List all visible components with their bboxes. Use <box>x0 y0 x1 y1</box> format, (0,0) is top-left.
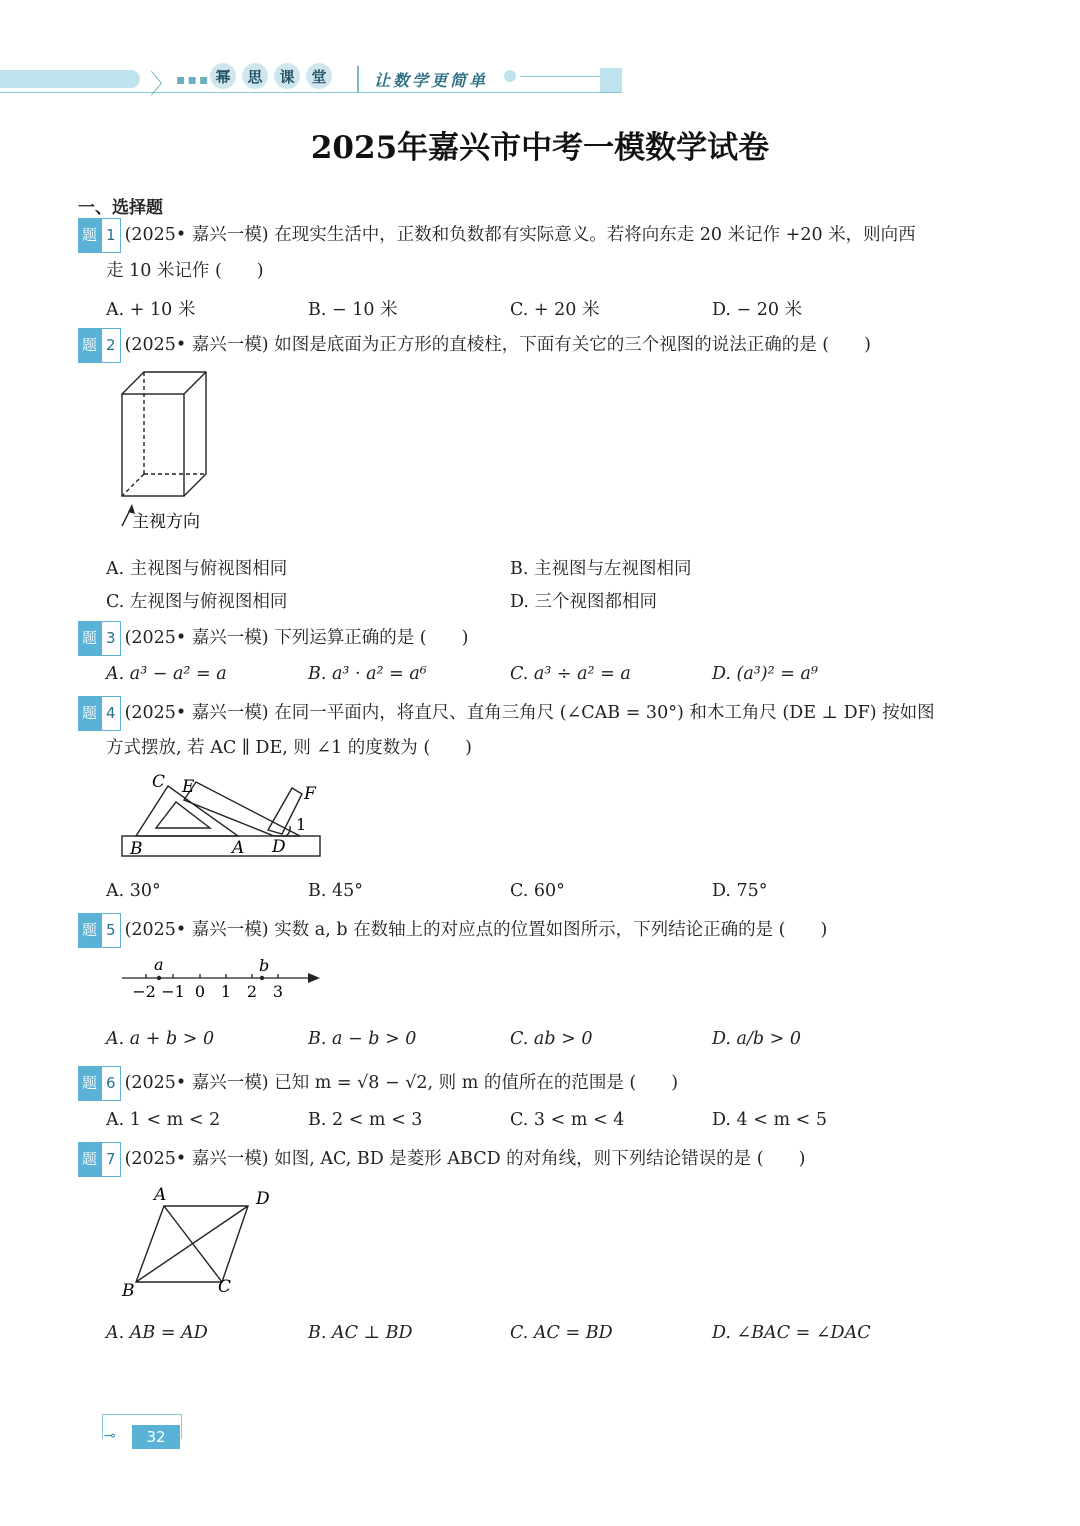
question-3 <box>78 621 958 656</box>
tag-label: 题 <box>78 1142 101 1177</box>
question-text: (2025• 嘉兴一模) 已知 m = √8 − √2, 则 m 的值所在的范围是 ( ) <box>124 1073 679 1093</box>
option-d: D. (a³)² = a⁹ <box>712 664 818 684</box>
header-dot <box>504 70 516 82</box>
question-number: 3 <box>101 621 121 656</box>
brand-char: 幂 <box>210 63 236 89</box>
option-b: B. a − b > 0 <box>308 1029 417 1049</box>
label-b: B <box>122 1281 135 1301</box>
ruler-figure <box>110 768 330 864</box>
question-text: (2025• 嘉兴一模) 如图, AC, BD 是菱形 ABCD 的对角线，则下列结论错误的是 ( ) <box>124 1149 806 1169</box>
tag-label: 题 <box>78 913 101 948</box>
prism-figure <box>110 366 230 536</box>
option-c: C. AC = BD <box>510 1323 613 1343</box>
plug-icon: ⊸ <box>104 1428 116 1444</box>
option-c: C. 3 < m < 4 <box>510 1110 625 1130</box>
option-c: C. ab > 0 <box>510 1029 593 1049</box>
tick-label: −1 <box>161 982 185 1001</box>
page-title: 2025年嘉兴市中考一模数学试卷 <box>310 130 770 166</box>
option-a: A. + 10 米 <box>106 300 196 320</box>
chevron-right-icon: 〉 <box>150 70 177 100</box>
question-tag <box>78 328 121 363</box>
brand-char: 堂 <box>306 63 332 89</box>
option-d: D. 三个视图都相同 <box>510 592 658 612</box>
question-text: (2025• 嘉兴一模) 下列运算正确的是 ( ) <box>124 628 469 648</box>
question-tag <box>78 218 121 253</box>
label-b: B <box>130 839 143 859</box>
question-5 <box>78 913 958 948</box>
question-4 <box>78 696 958 731</box>
label-d: D <box>256 1189 270 1209</box>
point-b-label: b <box>259 956 270 975</box>
label-f: F <box>304 784 316 804</box>
tick-label: 3 <box>272 982 284 1001</box>
option-b: B. − 10 米 <box>308 300 398 320</box>
option-d: D. a/b > 0 <box>712 1029 801 1049</box>
question-tag <box>78 1066 121 1101</box>
tick-label: 1 <box>220 982 232 1001</box>
option-b: B. 2 < m < 3 <box>308 1110 423 1130</box>
option-d: D. 75° <box>712 881 768 901</box>
label-d: D <box>272 837 286 857</box>
label-angle-1: 1 <box>296 815 307 834</box>
option-b: B. a³ · a² = a⁶ <box>308 664 427 684</box>
option-b: B. 主视图与左视图相同 <box>510 559 692 579</box>
option-a: A. 主视图与俯视图相同 <box>106 559 288 579</box>
option-d: D. − 20 米 <box>712 300 803 320</box>
tick-label: 0 <box>194 982 206 1001</box>
tick-label: −2 <box>132 982 156 1001</box>
header-rule <box>520 76 600 77</box>
label-e: E <box>182 777 195 797</box>
label-a: A <box>154 1185 167 1205</box>
label-c: C <box>152 772 166 792</box>
question-1 <box>78 218 958 253</box>
tick-label: 2 <box>246 982 258 1001</box>
brand-char: 思 <box>242 63 268 89</box>
option-c: C. 左视图与俯视图相同 <box>106 592 288 612</box>
option-c: C. + 20 米 <box>510 300 600 320</box>
question-tag <box>78 621 121 656</box>
brand-logo <box>210 63 332 89</box>
header-square <box>600 68 622 92</box>
question-text: (2025• 嘉兴一模) 在现实生活中，正数和负数都有实际意义。若将向东走 20 米记作 +20 米，则向西 <box>124 225 916 245</box>
option-a: A. 1 < m < 2 <box>106 1110 221 1130</box>
option-c: C. a³ ÷ a² = a <box>510 664 631 684</box>
slogan: 让数学更简单 <box>374 71 489 90</box>
question-number: 7 <box>101 1142 121 1177</box>
option-b: B. AC ⊥ BD <box>308 1323 413 1343</box>
question-text: (2025• 嘉兴一模) 实数 a, b 在数轴上的对应点的位置如图所示，下列结论正确的是 ( ) <box>124 920 828 940</box>
option-d: D. ∠BAC = ∠DAC <box>712 1323 871 1343</box>
question-tag <box>78 913 121 948</box>
option-a: A. AB = AD <box>106 1323 208 1343</box>
question-tag <box>78 1142 121 1177</box>
tag-label: 题 <box>78 621 101 656</box>
brand-char: 课 <box>274 63 300 89</box>
option-a: A. a + b > 0 <box>106 1029 215 1049</box>
tag-label: 题 <box>78 1066 101 1101</box>
option-a: A. a³ − a² = a <box>106 664 227 684</box>
question-number: 2 <box>101 328 121 363</box>
page-number: 32 <box>132 1425 180 1449</box>
point-a-label: a <box>154 955 164 974</box>
option-d: D. 4 < m < 5 <box>712 1110 827 1130</box>
tag-label: 题 <box>78 696 101 731</box>
rhombus-figure <box>110 1182 290 1306</box>
question-7 <box>78 1142 958 1177</box>
question-text: (2025• 嘉兴一模) 在同一平面内，将直尺、直角三角尺 (∠CAB = 30°) 和木工角尺 (DE ⊥ DF) 按如图 <box>124 703 935 723</box>
question-text-cont: 方式摆放, 若 AC ∥ DE, 则 ∠1 的度数为 ( ) <box>106 738 472 758</box>
question-6 <box>78 1066 958 1101</box>
question-number: 4 <box>101 696 121 731</box>
figure-label: 主视方向 <box>132 512 200 532</box>
question-text: (2025• 嘉兴一模) 如图是底面为正方形的直棱柱，下面有关它的三个视图的说法正确的是 ( ) <box>124 335 871 355</box>
option-a: A. 30° <box>106 881 161 901</box>
header-underline <box>0 92 622 93</box>
tag-label: 题 <box>78 218 101 253</box>
option-c: C. 60° <box>510 881 565 901</box>
label-c: C <box>218 1277 232 1297</box>
header-divider <box>357 66 359 92</box>
label-a: A <box>232 838 245 858</box>
question-2 <box>78 328 958 363</box>
question-text-cont: 走 10 米记作 ( ) <box>106 261 264 281</box>
dots-icon: ▪▪▪ <box>176 72 211 88</box>
number-line-figure <box>110 954 330 1004</box>
question-number: 5 <box>101 913 121 948</box>
tag-label: 题 <box>78 328 101 363</box>
question-tag <box>78 696 121 731</box>
option-b: B. 45° <box>308 881 364 901</box>
question-number: 6 <box>101 1066 121 1101</box>
question-number: 1 <box>101 218 121 253</box>
header-bar <box>0 70 140 88</box>
section-heading: 一、选择题 <box>78 198 163 218</box>
